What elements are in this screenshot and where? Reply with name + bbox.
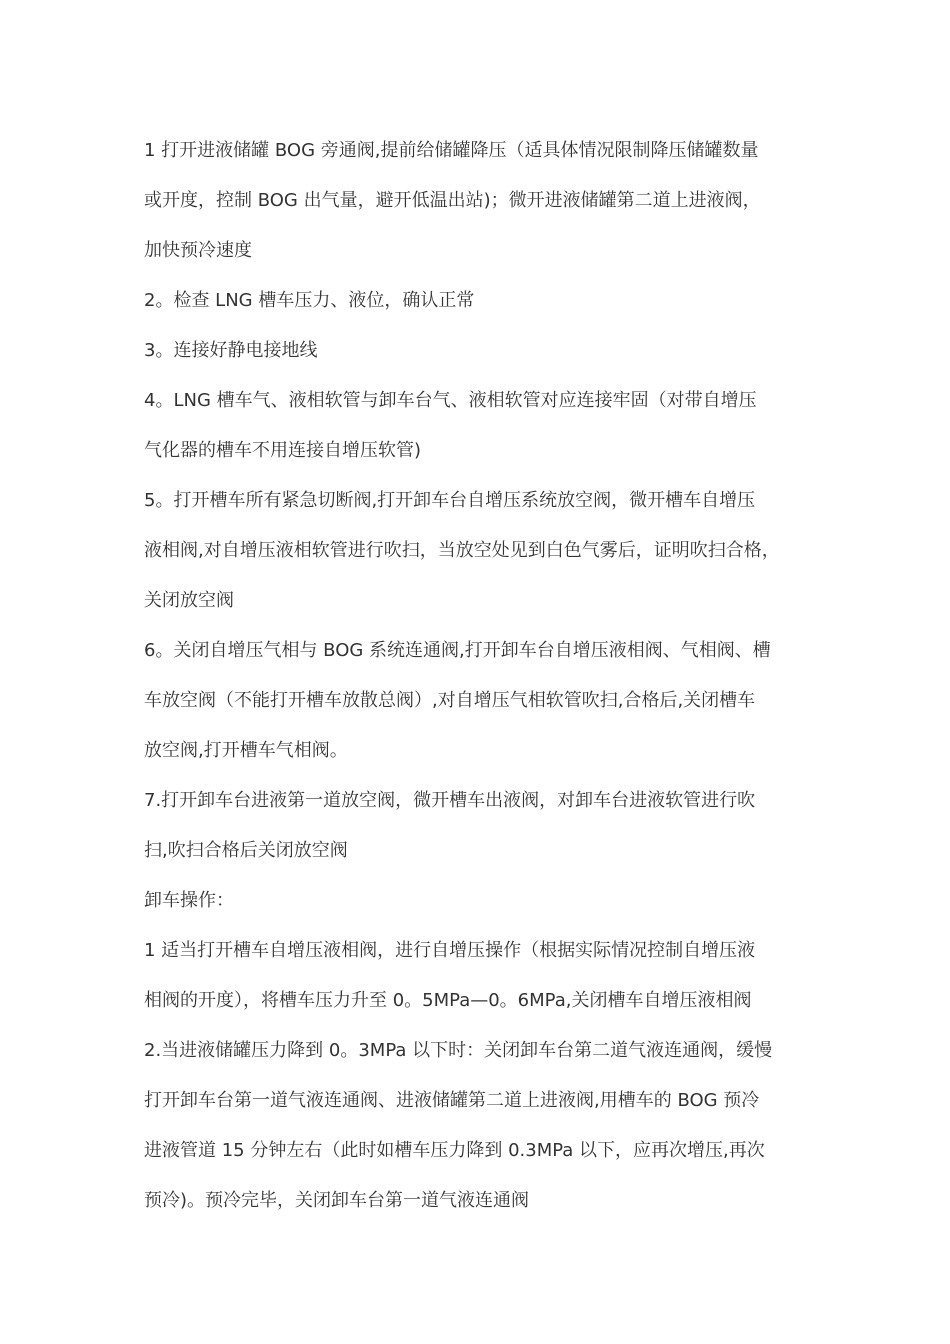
text-line: 3。连接好静电接地线 [144, 340, 318, 361]
text-line: 预冷)。预冷完毕，关闭卸车台第一道气液连通阀 [144, 1190, 530, 1211]
text-line: 2。检查 LNG 槽车压力、液位，确认正常 [144, 290, 475, 311]
text-line: 进液管道 15 分钟左右（此时如槽车压力降到 0.3MPa 以下，应再次增压,再次 [144, 1140, 765, 1161]
text-line: 加快预冷速度 [144, 240, 252, 261]
document-body [144, 126, 814, 1226]
text-line: 1 打开进液储罐 BOG 旁通阀,提前给储罐降压（适具体情况限制降压储罐数量 [144, 140, 759, 161]
text-line: 车放空阀（不能打开槽车放散总阀）,对自增压气相软管吹扫,合格后,关闭槽车 [144, 690, 756, 711]
text-line: 7.打开卸车台进液第一道放空阀，微开槽车出液阀，对卸车台进液软管进行吹 [144, 790, 756, 811]
text-line: 5。打开槽车所有紧急切断阀,打开卸车台自增压系统放空阀，微开槽车自增压 [144, 490, 756, 511]
text-line: 液相阀,对自增压液相软管进行吹扫，当放空处见到白色气雾后，证明吹扫合格， [144, 540, 780, 561]
text-line: 气化器的槽车不用连接自增压软管) [144, 440, 422, 461]
text-line: 扫,吹扫合格后关闭放空阀 [144, 840, 348, 861]
text-line: 放空阀,打开槽车气相阀。 [144, 740, 348, 761]
text-line: 2.当进液储罐压力降到 0。3MPa 以下时：关闭卸车台第二道气液连通阀，缓慢 [144, 1040, 773, 1061]
text-line: 或开度，控制 BOG 出气量，避开低温出站)；微开进液储罐第二道上进液阀， [144, 190, 761, 211]
text-line: 打开卸车台第一道气液连通阀、进液储罐第二道上进液阀,用槽车的 BOG 预冷 [144, 1090, 760, 1111]
text-line: 相阀的开度），将槽车压力升至 0。5MPa—0。6MPa,关闭槽车自增压液相阀 [144, 990, 752, 1011]
text-line: 1 适当打开槽车自增压液相阀，进行自增压操作（根据实际情况控制自增压液 [144, 940, 756, 961]
text-line: 4。LNG 槽车气、液相软管与卸车台气、液相软管对应连接牢固（对带自增压 [144, 390, 757, 411]
text-line: 关闭放空阀 [144, 590, 234, 611]
text-line: 6。关闭自增压气相与 BOG 系统连通阀,打开卸车台自增压液相阀、气相阀、槽 [144, 640, 771, 661]
section-heading: 卸车操作： [144, 890, 234, 911]
